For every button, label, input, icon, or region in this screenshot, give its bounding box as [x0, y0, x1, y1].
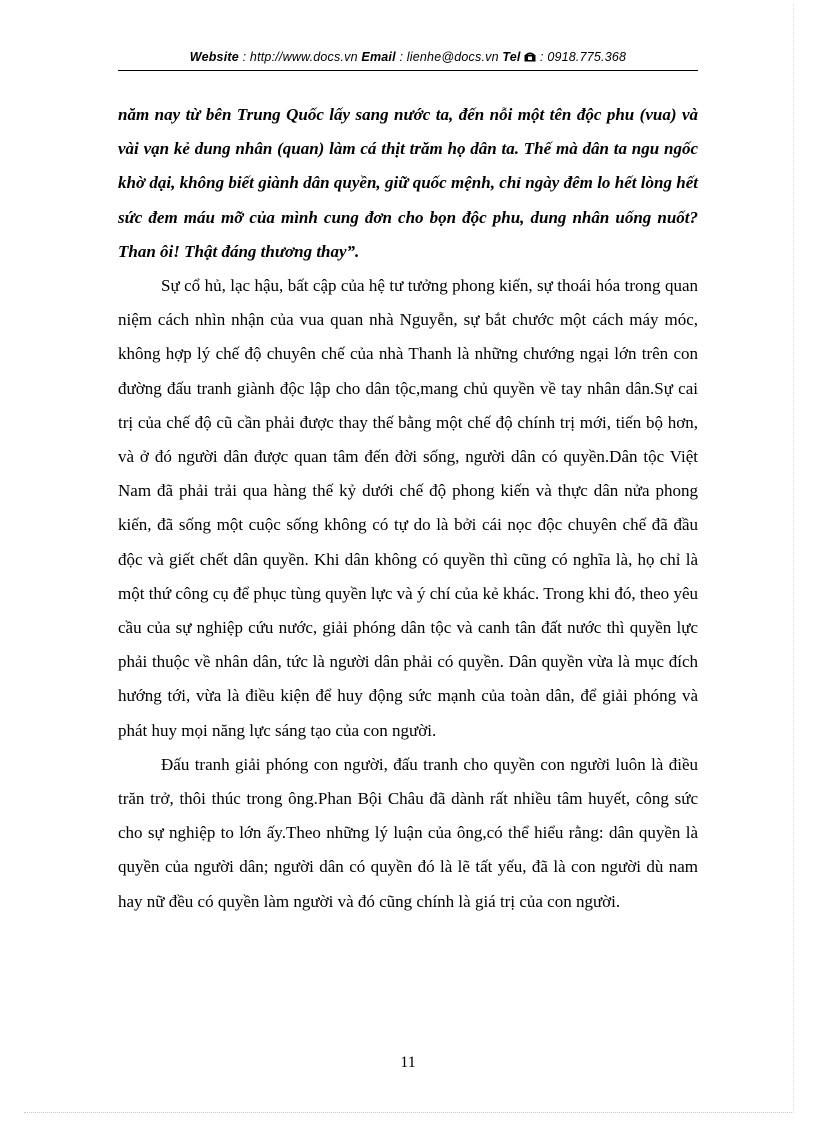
page-number: 11 [400, 1054, 416, 1071]
page-border-right [793, 4, 794, 1113]
email-address[interactable]: : lienhe@docs.vn [395, 50, 503, 64]
header-divider [118, 70, 698, 71]
phone-number: : 0918.775.368 [536, 50, 627, 64]
phone-icon [524, 51, 536, 65]
quote-paragraph: năm nay từ bên Trung Quốc lấy sang nước ta, đến nỗi một tên độc phu (vua) và vài vạn kẻ dung nhân (quan) làm cá thịt trăm họ dân ta. Thế mà dân ta ngu ngốc khờ dại, không biết giành dân quyền, giữ quốc mệnh, chỉ ngày đêm lo hết lòng hết sức đem máu mỡ của mình cung đơn cho bọn độc phu, dung nhân uống nuốt? Than ôi! Thật đáng thương thay”. [118, 105, 698, 261]
body-paragraph-2: Đấu tranh giải phóng con người, đấu tranh cho quyền con người luôn là điều trăn trở, thôi thúc trong ông.Phan Bội Châu đã dành rất nhiều tâm huyết, công sức cho sự nghiệp to lớn ấy.Theo những lý luận của ông,có thể hiểu rằng: dân quyền là quyền của người dân; người dân có quyền đó là lẽ tất yếu, đã là con người dù nam hay nữ đều có quyền làm người và đó cũng chính là giá trị của con người. [118, 754, 698, 911]
website-label: Website [189, 50, 239, 64]
document-body [118, 98, 698, 919]
body-paragraph-1: Sự cổ hủ, lạc hậu, bất cập của hệ tư tưởng phong kiến, sự thoái hóa trong quan niệm cách nhìn nhận của vua quan nhà Nguyễn, sự bắt chước một cách máy móc, không hợp lý chế độ chuyên chế của nhà Thanh là những chướng ngại lớn trên con đường đấu tranh giành độc lập cho dân tộc,mang chủ quyền về tay nhân dân.Sự cai trị của chế độ cũ cần phải được thay thế bằng một chế độ chính trị mới, tiến bộ hơn, và ở đó người dân được quan tâm đến đời sống, người dân có quyền.Dân tộc Việt Nam đã phải trải qua hàng thế kỷ dưới chế độ phong kiến và thực dân nửa phong kiến, đã sống một cuộc sống không có tự do là bởi cái nọc độc chuyên chế đã đầu độc và giết chết dân quyền. Khi dân không có quyền thì cũng có nghĩa là, họ chỉ là một thứ công cụ để phục tùng quyền lực và ý chí của kẻ khác. Trong khi đó, theo yêu cầu của sự nghiệp cứu nước, giải phóng dân tộc và canh tân đất nước thì quyền lực phải thuộc về nhân dân, tức là người dân phải có quyền. Dân quyền vừa là mục đích hướng tới, vừa là điều kiện để huy động sức mạnh của toàn dân, để giải phóng và phát huy mọi năng lực sáng tạo của con người. [118, 276, 698, 740]
page-border-bottom [24, 1112, 792, 1113]
email-label: Email [361, 50, 396, 64]
tel-label: Tel [502, 50, 521, 64]
page-header [118, 50, 698, 65]
website-url[interactable]: : http://www.docs.vn [238, 50, 362, 64]
